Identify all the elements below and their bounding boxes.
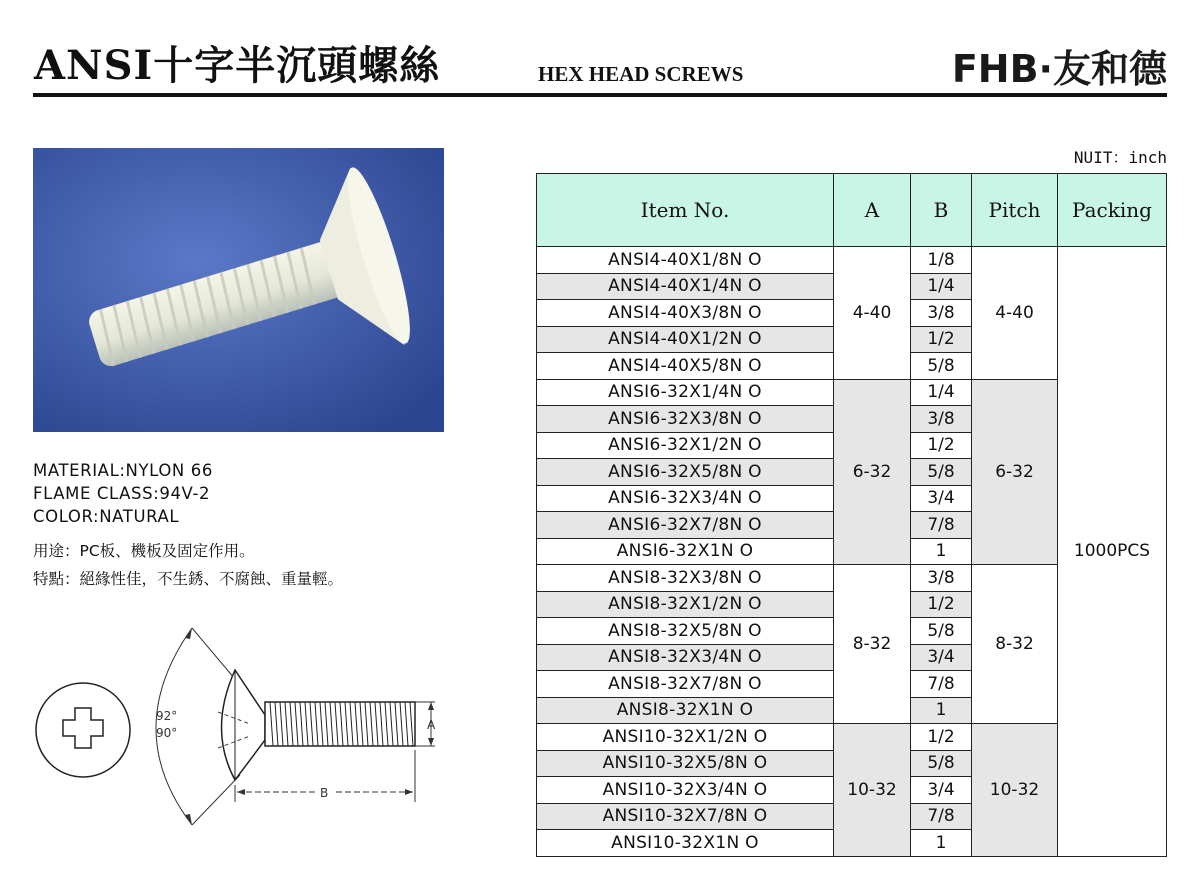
pitch-cell: 4-40 <box>972 247 1058 380</box>
size-a-cell: 6-32 <box>834 379 911 565</box>
item-number-cell: ANSI8-32X7/8N O <box>537 671 834 698</box>
brand-logo: FHB·友和德 <box>951 47 1167 91</box>
item-number-cell: ANSI6-32X3/4N O <box>537 485 834 512</box>
material-specs <box>33 459 213 528</box>
length-b-cell: 1 <box>911 538 972 565</box>
item-number-cell: ANSI10-32X5/8N O <box>537 750 834 777</box>
item-number-cell: ANSI6-32X7/8N O <box>537 512 834 539</box>
length-b-cell: 1/2 <box>911 724 972 751</box>
product-photo <box>33 148 444 432</box>
table-header-row <box>537 174 1167 247</box>
length-b-cell: 1 <box>911 697 972 724</box>
angle-inner-label: 90° <box>156 726 178 740</box>
flame-class-text: FLAME CLASS:94V-2 <box>33 484 211 503</box>
length-b-cell: 7/8 <box>911 671 972 698</box>
item-number-cell: ANSI6-32X5/8N O <box>537 459 834 486</box>
usage-notes <box>33 537 343 593</box>
page-title: ANSI十字半沉頭螺絲 <box>34 42 441 89</box>
item-number-cell: ANSI8-32X1N O <box>537 697 834 724</box>
item-number-cell: ANSI8-32X5/8N O <box>537 618 834 645</box>
unit-label: NUIT：inch <box>1073 148 1167 167</box>
length-b-cell: 5/8 <box>911 618 972 645</box>
item-number-cell: ANSI4-40X5/8N O <box>537 353 834 380</box>
usage-text: 用途：PC板、機板及固定作用。 <box>33 542 255 560</box>
color-text: COLOR:NATURAL <box>33 507 180 526</box>
size-a-cell: 4-40 <box>834 247 911 380</box>
header-divider <box>33 93 1167 97</box>
length-b-cell: 3/8 <box>911 565 972 592</box>
pitch-cell: 6-32 <box>972 379 1058 565</box>
length-b-cell: 3/4 <box>911 777 972 804</box>
item-number-cell: ANSI8-32X1/2N O <box>537 591 834 618</box>
item-number-cell: ANSI4-40X1/8N O <box>537 247 834 274</box>
page-subtitle: HEX HEAD SCREWS <box>538 62 744 86</box>
item-number-cell: ANSI6-32X1N O <box>537 538 834 565</box>
pitch-cell: 8-32 <box>972 565 1058 724</box>
item-number-cell: ANSI10-32X7/8N O <box>537 803 834 830</box>
col-packing-header: Packing <box>1058 174 1167 247</box>
col-item-header: Item No. <box>537 174 834 247</box>
length-b-cell: 5/8 <box>911 459 972 486</box>
length-b-cell: 7/8 <box>911 803 972 830</box>
length-b-cell: 1/4 <box>911 273 972 300</box>
item-number-cell: ANSI4-40X1/4N O <box>537 273 834 300</box>
length-b-cell: 1 <box>911 830 972 857</box>
top-view-icon <box>36 683 130 777</box>
length-b-cell: 1/2 <box>911 432 972 459</box>
item-number-cell: ANSI4-40X3/8N O <box>537 300 834 327</box>
screw-drawing <box>30 620 470 840</box>
item-number-cell: ANSI6-32X1/2N O <box>537 432 834 459</box>
packing-cell: 1000PCS <box>1058 247 1167 857</box>
length-b-cell: 3/8 <box>911 300 972 327</box>
item-number-cell: ANSI4-40X1/2N O <box>537 326 834 353</box>
length-b-cell: 3/4 <box>911 644 972 671</box>
item-number-cell: ANSI8-32X3/8N O <box>537 565 834 592</box>
item-number-cell: ANSI6-32X3/8N O <box>537 406 834 433</box>
length-b-cell: 3/8 <box>911 406 972 433</box>
dimension-b-label: B <box>320 786 329 800</box>
material-text: MATERIAL:NYLON 66 <box>33 461 213 480</box>
length-b-cell: 1/8 <box>911 247 972 274</box>
length-b-cell: 5/8 <box>911 750 972 777</box>
length-b-cell: 3/4 <box>911 485 972 512</box>
size-a-cell: 10-32 <box>834 724 911 857</box>
size-a-cell: 8-32 <box>834 565 911 724</box>
angle-outer-label: 92° <box>156 709 178 723</box>
item-number-cell: ANSI10-32X1/2N O <box>537 724 834 751</box>
dimension-a-label: A <box>427 718 436 732</box>
length-b-cell: 1/2 <box>911 591 972 618</box>
col-b-header: B <box>911 174 972 247</box>
length-b-cell: 1/4 <box>911 379 972 406</box>
item-number-cell: ANSI10-32X1N O <box>537 830 834 857</box>
features-text: 特點：絕緣性佳，不生銹、不腐蝕、重量輕。 <box>33 570 344 588</box>
item-number-cell: ANSI8-32X3/4N O <box>537 644 834 671</box>
item-number-cell: ANSI10-32X3/4N O <box>537 777 834 804</box>
length-b-cell: 7/8 <box>911 512 972 539</box>
col-pitch-header: Pitch <box>972 174 1058 247</box>
length-b-cell: 1/2 <box>911 326 972 353</box>
table-row <box>537 247 1167 274</box>
pitch-cell: 10-32 <box>972 724 1058 857</box>
col-a-header: A <box>834 174 911 247</box>
spec-table <box>536 173 1167 857</box>
length-b-cell: 5/8 <box>911 353 972 380</box>
item-number-cell: ANSI6-32X1/4N O <box>537 379 834 406</box>
